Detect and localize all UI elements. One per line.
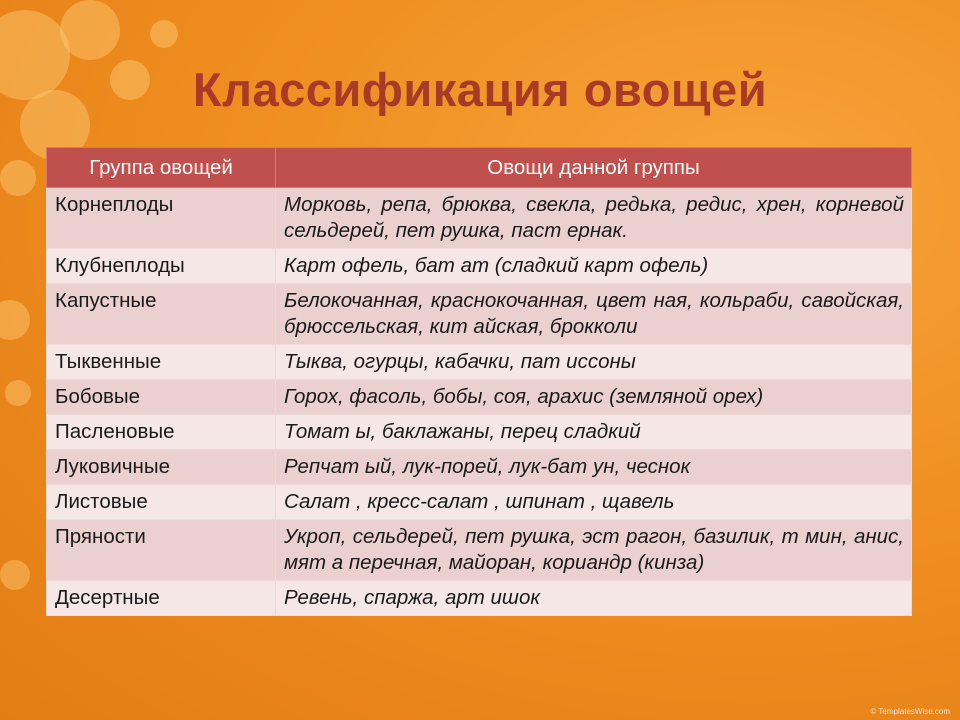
table-row [47,284,912,345]
items-cell: Тыква, огурцы, кабачки, пат иссоны [276,345,912,380]
group-cell: Луковичные [47,450,276,485]
group-cell: Листовые [47,485,276,520]
group-cell: Десертные [47,581,276,616]
table-row [47,249,912,284]
watermark: © TemplatesWise.com [870,707,950,716]
items-cell: Салат , кресс-салат , шпинат , щавель [276,485,912,520]
group-cell: Корнеплоды [47,188,276,249]
table-header-row [47,148,912,188]
column-header-items: Овощи данной группы [276,148,912,188]
items-cell: Репчат ый, лук-порей, лук-бат ун, чеснок [276,450,912,485]
group-cell: Пасленовые [47,415,276,450]
items-cell: Укроп, сельдерей, пет рушка, эст рагон, базилик, т мин, анис, мят а перечная, майоран, кориандр (кинза) [276,520,912,581]
group-cell: Клубнеплоды [47,249,276,284]
group-cell: Пряности [47,520,276,581]
items-cell: Ревень, спаржа, арт ишок [276,581,912,616]
items-cell: Карт офель, бат ат (сладкий карт офель) [276,249,912,284]
table-row [47,415,912,450]
items-cell: Морковь, репа, брюква, свекла, редька, редис, хрен, корневой сельдерей, пет рушка, паст ернак. [276,188,912,249]
vegetable-classification-table [46,147,912,616]
table-row [47,188,912,249]
items-cell: Белокочанная, краснокочанная, цвет ная, кольраби, савойская, брюссельская, кит айская, брокколи [276,284,912,345]
table-row [47,485,912,520]
slide-title: Классификация овощей [192,63,768,116]
column-header-group: Группа овощей [47,148,276,188]
table-row [47,450,912,485]
items-cell: Горох, фасоль, бобы, соя, арахис (земляной орех) [276,380,912,415]
table-row [47,581,912,616]
table-row [47,520,912,581]
group-cell: Капустные [47,284,276,345]
group-cell: Тыквенные [47,345,276,380]
items-cell: Томат ы, баклажаны, перец сладкий [276,415,912,450]
table-row [47,345,912,380]
table-row [47,380,912,415]
group-cell: Бобовые [47,380,276,415]
